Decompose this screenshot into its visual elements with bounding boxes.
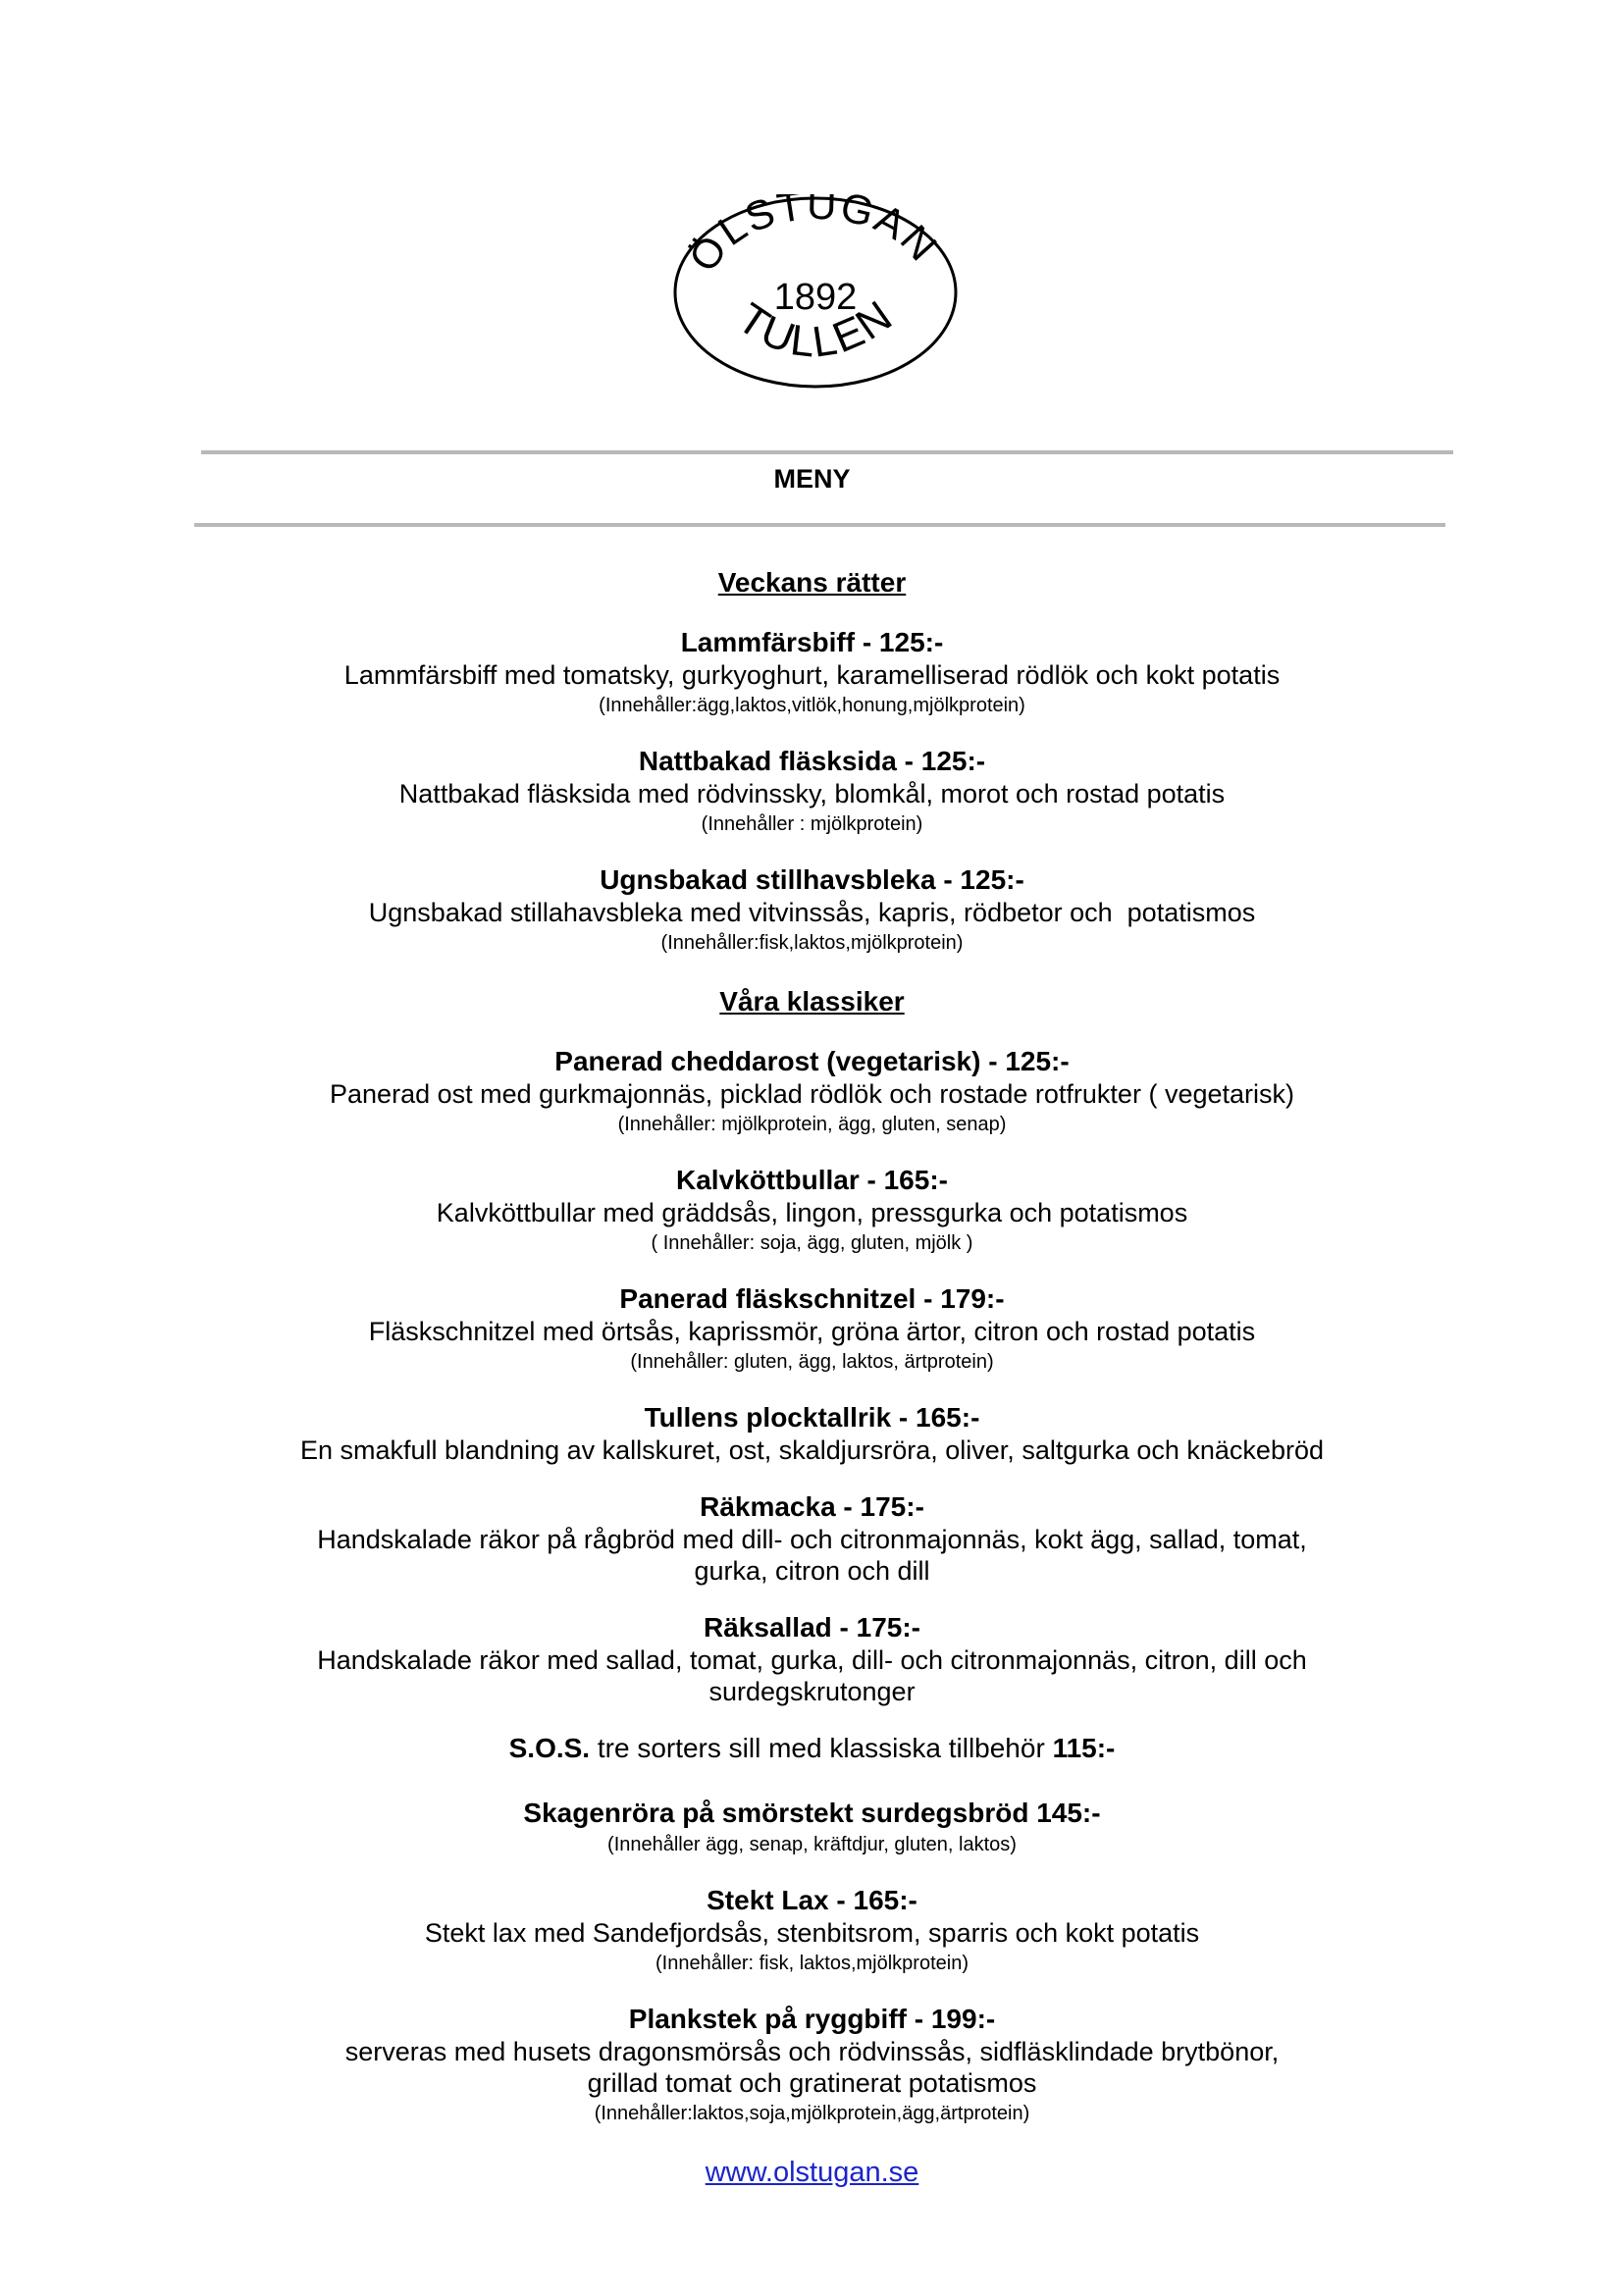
- sos-name: S.O.S.: [508, 1733, 591, 1763]
- item-title: Räksallad - 175:-: [704, 1612, 920, 1643]
- menu-item: [0, 626, 1624, 720]
- menu-item: [0, 745, 1624, 839]
- item-description: Panerad ost med gurkmajonnäs, picklad rödlök och rostade rotfrukter ( vegetarisk): [330, 1079, 1294, 1109]
- item-description: Fläskschnitzel med örtsås, kaprissmör, gröna ärtor, citron och rostad potatis: [368, 1317, 1256, 1346]
- menu-item: [0, 2003, 1624, 2128]
- item-title: Panerad fläskschnitzel - 179:-: [619, 1283, 1005, 1314]
- sos-price: 115:-: [1052, 1733, 1116, 1763]
- item-title: Tullens plocktallrik - 165:-: [644, 1402, 980, 1433]
- item-description-line: grillad tomat och gratinerat potatismos: [587, 2068, 1037, 2098]
- item-title: Skagenröra på smörstekt surdegsbröd 145:-: [523, 1798, 1101, 1828]
- item-allergens: (Innehåller ägg, senap, kräftdjur, gluten, laktos): [607, 1834, 1017, 1855]
- item-title: Panerad cheddarost (vegetarisk) - 125:-: [554, 1046, 1070, 1076]
- logo-name: [680, 194, 948, 280]
- item-allergens: (Innehåller:fisk,laktos,mjölkprotein): [660, 932, 964, 954]
- item-allergens: ( Innehåller: soja, ägg, gluten, mjölk ): [651, 1232, 973, 1254]
- logo-year: 1892: [773, 277, 858, 318]
- menu-content: [0, 563, 1624, 2192]
- menu-item: [0, 1282, 1624, 1377]
- menu-item: [0, 1401, 1624, 1466]
- menu-item: [0, 1490, 1624, 1587]
- item-description-line: Handskalade räkor med sallad, tomat, gurka, dill- och citronmajonnäs, citron, dill och: [317, 1645, 1307, 1675]
- item-description: En smakfull blandning av kallskuret, ost, skaldjursröra, oliver, saltgurka och knäckebröd: [299, 1435, 1324, 1465]
- item-description: Kalvköttbullar med gräddsås, lingon, pressgurka och potatismos: [436, 1198, 1188, 1227]
- menu-item: [0, 863, 1624, 958]
- item-title: Räkmacka - 175:-: [700, 1491, 924, 1522]
- menu-item: [0, 1797, 1624, 1859]
- item-description: Nattbakad fläsksida med rödvinssky, blomkål, morot och rostad potatis: [398, 779, 1226, 808]
- item-allergens: (Innehåller: mjölkprotein, ägg, gluten, senap): [617, 1114, 1007, 1135]
- item-title: Plankstek på ryggbiff - 199:-: [628, 2004, 996, 2034]
- item-allergens: (Innehåller : mjölkprotein): [701, 813, 923, 835]
- item-allergens: (Innehåller: fisk, laktos,mjölkprotein): [655, 1953, 969, 1974]
- item-allergens: (Innehåller:ägg,laktos,vitlök,honung,mjölkprotein): [599, 695, 1025, 716]
- menu-item: [0, 1164, 1624, 1258]
- item-title: Kalvköttbullar - 165:-: [676, 1165, 948, 1195]
- item-title: Ugnsbakad stillhavsbleka - 125:-: [600, 864, 1024, 895]
- logo-place-path: TULLEN: [729, 290, 903, 367]
- section-heading: Veckans rätter: [717, 567, 907, 598]
- menu-item: [0, 1884, 1624, 1978]
- website-link[interactable]: www.olstugan.se: [705, 2157, 919, 2188]
- menu-item-sos: [0, 1732, 1624, 1765]
- section-heading: Våra klassiker: [719, 986, 905, 1017]
- menu-item: [0, 1611, 1624, 1707]
- item-description: Ugnsbakad stillahavsbleka med vitvinssås, kapris, rödbetor och potatismos: [368, 898, 1256, 927]
- sos-text: tre sorters sill med klassiska tillbehör: [590, 1733, 1053, 1763]
- item-title: Stekt Lax - 165:-: [707, 1885, 917, 1915]
- menu-title: MENY: [773, 464, 851, 494]
- item-allergens: (Innehåller:laktos,soja,mjölkprotein,ägg,ärtprotein): [594, 2103, 1030, 2124]
- item-description-line: gurka, citron och dill: [694, 1556, 930, 1586]
- logo-name-path: ÖLSTUGAN: [679, 194, 948, 280]
- divider-top: [201, 450, 1453, 454]
- menu-item: [0, 1045, 1624, 1139]
- divider-bottom: [194, 523, 1445, 527]
- item-allergens: (Innehåller: gluten, ägg, laktos, ärtprotein): [630, 1351, 994, 1373]
- item-description-line: Handskalade räkor på rågbröd med dill- och citronmajonnäs, kokt ägg, sallad, tomat,: [317, 1525, 1307, 1554]
- item-title: Nattbakad fläsksida - 125:-: [638, 746, 986, 776]
- item-description-line: serveras med husets dragonsmörsås och rödvinssås, sidfläsklindade brytbönor,: [344, 2037, 1280, 2066]
- item-description-line: surdegskrutonger: [708, 1677, 916, 1706]
- item-description: Lammfärsbiff med tomatsky, gurkyoghurt, karamelliserad rödlök och kokt potatis: [343, 660, 1281, 690]
- item-description: Stekt lax med Sandefjordsås, stenbitsrom, sparris och kokt potatis: [424, 1918, 1200, 1948]
- restaurant-logo: [672, 194, 959, 391]
- item-title: Lammfärsbiff - 125:-: [680, 627, 944, 657]
